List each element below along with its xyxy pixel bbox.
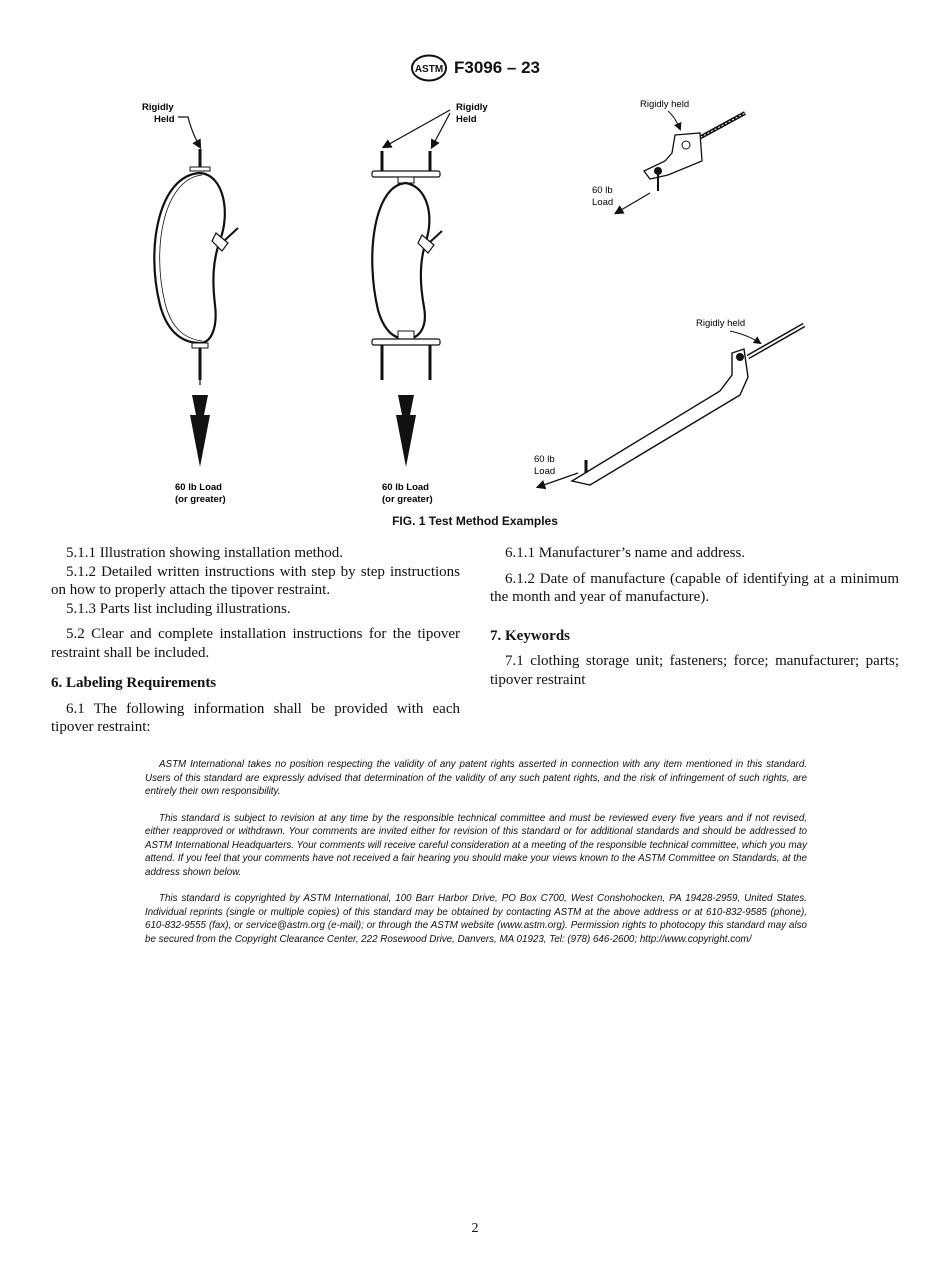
- paragraph-7-1: 7.1 clothing storage unit; fasteners; force; manufacturer; parts; tipover restraint: [490, 653, 899, 688]
- standard-designation: F3096 – 23: [454, 58, 541, 77]
- figure-illustration: [120, 95, 830, 515]
- panel-3-label: Rigidly held: [640, 99, 690, 110]
- left-column: [51, 544, 460, 737]
- page-number: 2: [471, 1221, 479, 1236]
- astm-disclaimer: [145, 758, 807, 959]
- panel-3-load-line1: 60 lb: [592, 185, 613, 196]
- panel-4-load-line1: 60 lb: [534, 454, 555, 465]
- panel-1-load-line2: (or greater): [175, 494, 226, 505]
- panel-2-ring-restraint: [372, 102, 488, 505]
- panel-2-load-line2: (or greater): [382, 494, 433, 505]
- astm-logo-icon: [410, 54, 448, 82]
- paragraph-5-1-2: 5.1.2 Detailed written instructions with step by step instructions on how to properly attach the tipover restraint.: [51, 563, 460, 598]
- panel-2-label-line1: Rigidly: [456, 102, 488, 113]
- panel-2-load-line1: 60 lb Load: [382, 482, 429, 493]
- panel-1-label-line1: Rigidly: [142, 102, 174, 113]
- panel-3-bracket-restraint: [592, 99, 745, 213]
- page-header: [0, 54, 950, 84]
- right-column: [490, 544, 899, 689]
- figure-1: [120, 95, 830, 515]
- section-heading-7: 7. Keywords: [490, 627, 570, 644]
- figure-caption: FIG. 1 Test Method Examples: [392, 514, 558, 528]
- panel-2-label-line2: Held: [456, 114, 477, 125]
- svg-text:ASTM: ASTM: [414, 64, 444, 75]
- paragraph-5-1-3: 5.1.3 Parts list including illustrations.: [66, 600, 291, 617]
- panel-1-load-line1: 60 lb Load: [175, 482, 222, 493]
- paragraph-5-1-1: 5.1.1 Illustration showing installation method.: [66, 545, 344, 561]
- disclaimer-revision: This standard is subject to revision at any time by the responsible technical committee and must be reviewed every five years and if not revised, either reapproved or withdrawn. Your comments are invited either for revision of this standard or for additional standards and should be addressed to ASTM International Headquarters. Your comments will receive careful consideration at a meeting of the responsible technical committee, which you may attend. If you feel that your comments have not received a fair hearing you should make your views known to the ASTM Committee on Standards, at the address shown below.: [145, 812, 807, 878]
- panel-4-load-line2: Load: [534, 466, 556, 477]
- paragraph-5-2: 5.2 Clear and complete installation instructions for the tipover restraint shall be included.: [51, 626, 460, 661]
- paragraph-6-1-2: 6.1.2 Date of manufacture (capable of identifying at a minimum the month and year of manufacture).: [490, 570, 899, 605]
- panel-1-ring-restraint: [142, 102, 238, 505]
- disclaimer-copyright: This standard is copyrighted by ASTM International, 100 Barr Harbor Drive, PO Box C700, West Conshohocken, PA 19428-2959, United States. Individual reprints (single or multiple copies) of this standard may be obtained by contacting ASTM at the above address or at 610-832-9585 (phone), 610-832-9555 (fax), or service@astm.org (e-mail); or through the ASTM website (www.astm.org). Permission rights to photocopy this standard may also be secured from the Copyright Clearance Center, 222 Rosewood Drive, Danvers, MA 01923, Tel: (978) 646-2600; http://www.copyright.com/: [145, 893, 807, 945]
- panel-3-load-line2: Load: [592, 197, 614, 208]
- panel-4-strap-restraint: [534, 318, 804, 487]
- panel-4-label: Rigidly held: [696, 318, 746, 329]
- panel-1-label-line2: Held: [154, 114, 175, 125]
- disclaimer-patent: ASTM International takes no position respecting the validity of any patent rights asserted in connection with any item mentioned in this standard. Users of this standard are expressly advised that determination of the validity of any such patent rights, and the risk of infringement of such rights, are entirely their own responsibility.: [145, 759, 807, 797]
- section-heading-6: 6. Labeling Requirements: [51, 675, 217, 691]
- paragraph-6-1-1: 6.1.1 Manufacturer’s name and address.: [505, 545, 746, 561]
- paragraph-6-1: 6.1 The following information shall be provided with each tipover restraint:: [51, 700, 460, 735]
